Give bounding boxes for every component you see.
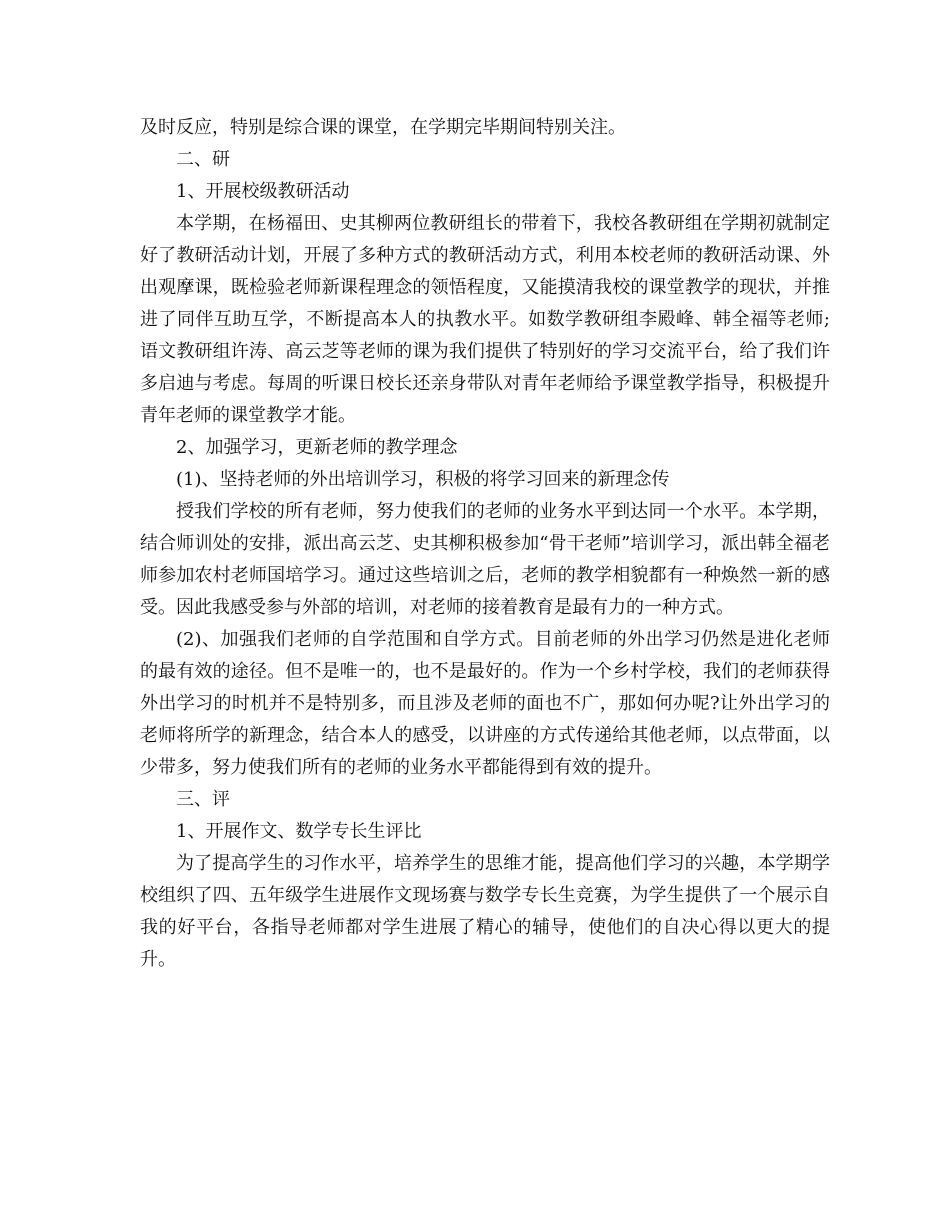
paragraph-external-training: 授我们学校的所有老师，努力使我们的老师的业务水平到达同一个水平。本学期，结合师训处的安排，派出高云芝、史其柳积极参加“骨干老师”培训学习，派出韩全福老师参加农村老师国培学习。通过这些培训之后，老师的教学相貌都有一种焕然一新的感受。因此我感受参与外部的培训，对老师的接着教育是最有力的一种方式。 — [140, 501, 830, 618]
paragraph-student-contests: 为了提高学生的习作水平，培养学生的思维才能，提高他们学习的兴趣，本学期学校组织了四、五年级学生进展作文现场赛与数学专长生竞赛，为学生提供了一个展示自我的好平台，各指导老师都对学生进展了精心的辅导，使他们的自决心得以更大的提升。 — [140, 853, 830, 970]
subheading-school-research-activities: 1、开展校级教研活动 — [176, 181, 350, 202]
paragraph-self-study: (2)、加强我们老师的自学范围和自学方式。目前老师的外出学习仍然是进化老师的最有效的途径。但不是唯一的，也不是最好的。作为一个乡村学校，我们的老师获得外出学习的时机并不是特别多，而且涉及老师的面也不广，那如何办呢?让外出学习的老师将所学的新理念，结合本人的感受，以讲座的方式传递给其他老师，以点带面，以少带多，努力使我们所有的老师的业务水平都能得到有效的提升。 — [140, 629, 830, 778]
subheading-strengthen-learning: 2、加强学习，更新老师的教学理念 — [176, 437, 458, 458]
section-heading-research: 二、研 — [176, 149, 230, 170]
document-body — [140, 112, 830, 976]
list-item-external-training: (1)、坚持老师的外出培训学习，积极的将学习回来的新理念传 — [176, 469, 670, 490]
paragraph-continuation: 及时反应，特别是综合课的课堂，在学期完毕期间特别关注。 — [140, 117, 626, 138]
section-heading-evaluation: 三、评 — [176, 789, 230, 810]
paragraph-research-activities: 本学期，在杨福田、史其柳两位教研组长的带着下，我校各教研组在学期初就制定好了教研活动计划，开展了多种方式的教研活动方式，利用本校老师的教研活动课、外出观摩课，既检验老师新课程理念的领悟程度，又能摸清我校的课堂教学的现状，并推进了同伴互助互学，不断提高本人的执教水平。如数学教研组李殿峰、韩全福等老师;语文教研组许涛、高云芝等老师的课为我们提供了特别好的学习交流平台，给了我们许多启迪与考虑。每周的听课日校长还亲身带队对青年老师给予课堂教学指导，积极提升青年老师的课堂教学才能。 — [140, 213, 830, 426]
subheading-student-contests: 1、开展作文、数学专长生评比 — [176, 821, 422, 842]
